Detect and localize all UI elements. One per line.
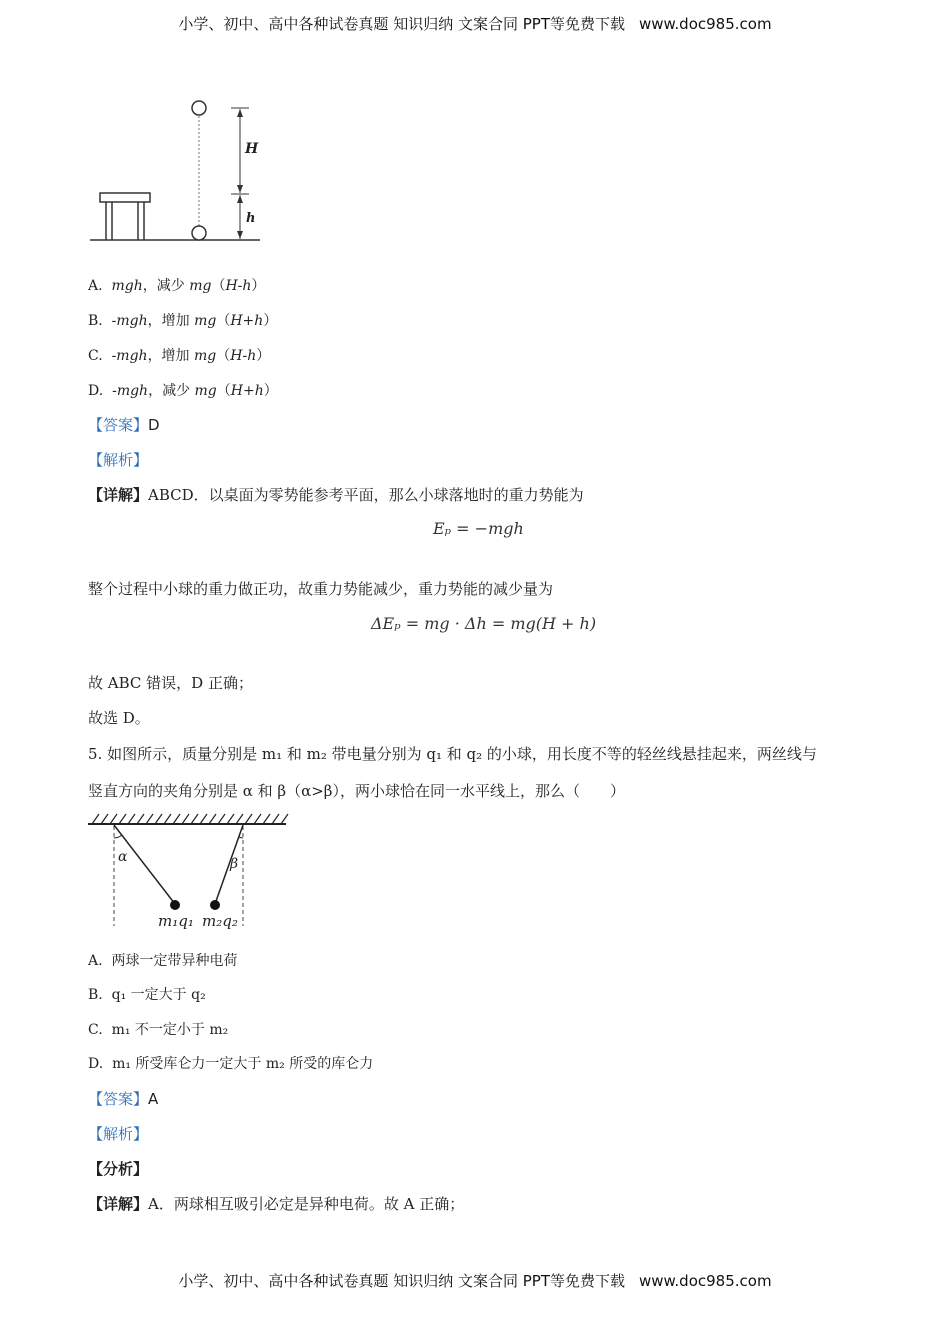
label-H: H (245, 141, 259, 157)
arrow (237, 195, 243, 203)
hatch-mark (119, 814, 126, 824)
q4-line-3: 故 ABC 错误，D 正确； (88, 674, 253, 692)
hatch-mark (236, 814, 243, 824)
q4-option-d: D. -mgh，减少 mg（H+h） (88, 383, 278, 399)
hatch-mark (281, 814, 288, 824)
hatch-mark (218, 814, 225, 824)
figure-falling-ball (88, 95, 268, 245)
q4-equation-1: Eₚ = −mgh (433, 519, 524, 538)
hatch-mark (164, 814, 171, 824)
hatch-mark (137, 814, 144, 824)
q4-analysis-label: 【解析】 (88, 451, 149, 469)
header-url[interactable]: www.doc985.com (638, 15, 772, 33)
hatch-mark (209, 814, 216, 824)
hatch-mark (146, 814, 153, 824)
q4-equation-2: ΔEₚ = mg · Δh = mg(H + h) (371, 614, 597, 633)
arrow (237, 109, 243, 117)
hatch-mark (191, 814, 198, 824)
ceiling-hatch (92, 814, 288, 824)
hatch-mark (200, 814, 207, 824)
ball-2 (210, 900, 220, 910)
footer-url[interactable]: www.doc985.com (638, 1272, 772, 1290)
table-top (100, 193, 150, 202)
q4-line-4: 故选 D。 (88, 709, 150, 727)
q4-option-b: B. -mgh，增加 mg（H+h） (88, 313, 278, 329)
q4-option-c: C. -mgh，增加 mg（H-h） (88, 348, 271, 364)
ball-1 (170, 900, 180, 910)
angle-arc-beta (239, 837, 243, 838)
arrow (237, 231, 243, 239)
q5-analysis-label: 【解析】 (88, 1125, 149, 1143)
hatch-mark (128, 814, 135, 824)
hatch-mark (227, 814, 234, 824)
q5-detail: 【详解】A．两球相互吸引必定是异种电荷。故 A 正确； (88, 1195, 465, 1213)
angle-arc-alpha (114, 835, 122, 838)
hatch-mark (110, 814, 117, 824)
q5-option-a: A. 两球一定带异种电荷 (88, 953, 238, 969)
hatch-mark (254, 814, 261, 824)
q5-stem-line-2: 竖直方向的夹角分别是 α 和 β（α>β），两小球恰在同一水平线上，那么（ ） (88, 782, 625, 800)
q5-option-b: B. q₁ 一定大于 q₂ (88, 987, 206, 1003)
label-h: h (246, 211, 256, 226)
q5-option-d: D. m₁ 所受库仑力一定大于 m₂ 所受的库仑力 (88, 1056, 374, 1072)
q5-option-c: C. m₁ 不一定小于 m₂ (88, 1022, 229, 1038)
hatch-mark (101, 814, 108, 824)
label-ball-2: m₂q₂ (202, 912, 238, 930)
hatch-mark (182, 814, 189, 824)
q4-option-a: A. mgh，减少 mg（H-h） (88, 278, 266, 294)
hatch-mark (173, 814, 180, 824)
q4-detail: 【详解】ABCD．以桌面为零势能参考平面，那么小球落地时的重力势能为 (88, 486, 584, 504)
q5-answer: 【答案】A (88, 1090, 159, 1108)
hatch-mark (272, 814, 279, 824)
label-alpha: α (118, 849, 128, 865)
q5-fenxi-label: 【分析】 (88, 1160, 149, 1178)
label-beta: β (230, 856, 239, 872)
q4-answer: 【答案】D (88, 416, 160, 434)
ball-top (192, 101, 206, 115)
arrow (237, 185, 243, 193)
hatch-mark (155, 814, 162, 824)
label-ball-1: m₁q₁ (158, 912, 194, 930)
q4-line-2: 整个过程中小球的重力做正功，故重力势能减少，重力势能的减少量为 (88, 580, 554, 598)
ball-bottom (192, 226, 206, 240)
hatch-mark (92, 814, 99, 824)
header-text: 小学、初中、高中各种试卷真题 知识归纳 文案合同 PPT等免费下载 (178, 15, 625, 33)
hatch-mark (245, 814, 252, 824)
hatch-mark (263, 814, 270, 824)
figure-hanging-balls (84, 808, 294, 933)
q5-stem-line-1: 5. 如图所示，质量分别是 m₁ 和 m₂ 带电量分别为 q₁ 和 q₂ 的小球，用长度不等的轻丝线悬挂起来，两丝线与 (88, 745, 817, 763)
thread-2 (215, 825, 243, 904)
page-header (0, 13, 950, 34)
footer-text: 小学、初中、高中各种试卷真题 知识归纳 文案合同 PPT等免费下载 (178, 1272, 625, 1290)
page-footer (0, 1270, 950, 1291)
